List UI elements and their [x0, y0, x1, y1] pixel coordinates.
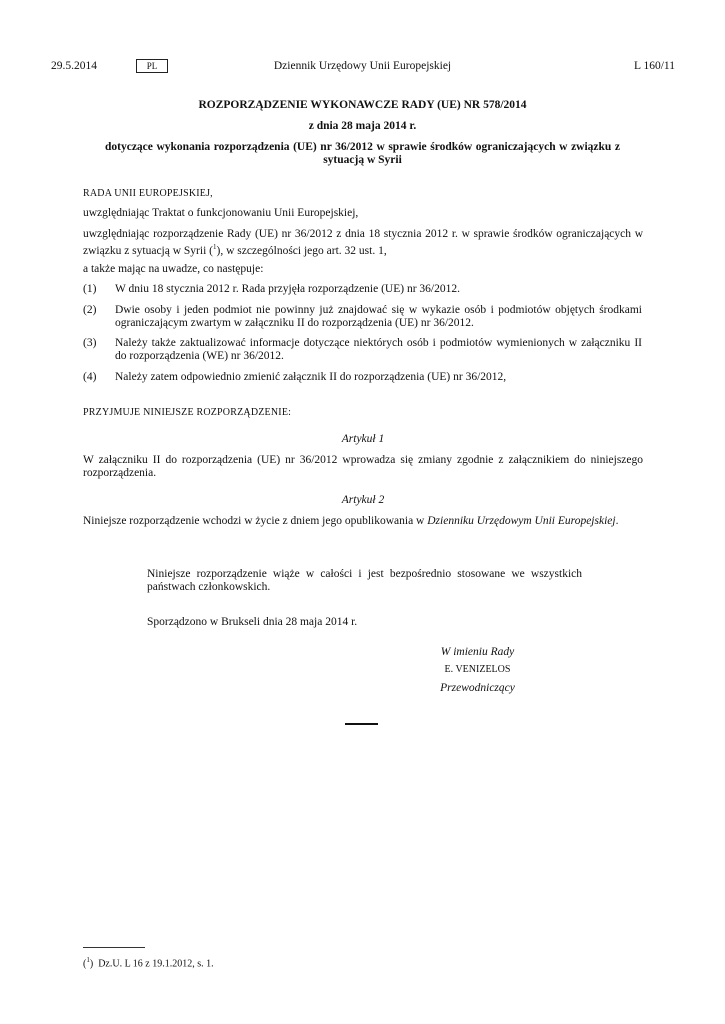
signature-block: [400, 643, 555, 697]
signature-on-behalf: W imieniu Rady: [440, 646, 515, 658]
article-2-text: Niniejsze rozporządzenie wchodzi w życie z dniem jego opublikowania w Dzienniku Urzędowym Unii Europejskiej.: [83, 515, 619, 527]
regulation-citation: uwzględniając rozporządzenie Rady (UE) nr 36/2012 z dnia 18 stycznia 2012 r. w sprawie środków ograniczających w związku z sytuacją w Syrii ($^1$), w szczególności jego art. 32 ust. 1,: [83, 228, 643, 257]
binding-clause: Niniejsze rozporządzenie wiąże w całości i jest bezpośrednio stosowane we wszystkich państwach członkowskich.: [147, 568, 582, 593]
whereas-intro: a także mając na uwadze, co następuje:: [83, 263, 264, 275]
recital-number: (4): [83, 371, 97, 383]
signatory-role: Przewodniczący: [440, 682, 515, 694]
article-1-text: W załączniku II do rozporządzenia (UE) nr 36/2012 wprowadza się zmiany zgodnie z załącznikiem do niniejszego rozporządzenia.: [83, 454, 643, 479]
recital-number: (1): [83, 283, 97, 295]
recital-text: Należy zatem odpowiednio zmienić załącznik II do rozporządzenia (UE) nr 36/2012,: [115, 371, 507, 383]
recital-text: Należy także zaktualizować informacje dotyczące niektórych osób i podmiotów wymienionych w załączniku II do rozporządzenia (WE) nr 36/2012.: [115, 337, 642, 362]
header-date: 29.5.2014: [51, 60, 97, 72]
regulation-subject: dotyczące wykonania rozporządzenia (UE) nr 36/2012 w sprawie środków ograniczających w związku z sytuacją w Syrii: [105, 141, 620, 166]
article-2-title: Artykuł 2: [341, 494, 385, 506]
enacting-formula: PRZYJMUJE NINIEJSZE ROZPORZĄDZENIE:: [83, 407, 292, 418]
recital-number: (3): [83, 337, 97, 349]
article-1-title: Artykuł 1: [341, 433, 385, 445]
regulation-title: ROZPORZĄDZENIE WYKONAWCZE RADY (UE) NR 578/2014: [198, 99, 527, 111]
recital-number: (2): [83, 304, 97, 316]
signatory-name: E. VENIZELOS: [444, 664, 511, 675]
journal-title: Dziennik Urzędowy Unii Europejskiej: [273, 60, 452, 72]
recital-text: W dniu 18 stycznia 2012 r. Rada przyjęła rozporządzenie (UE) nr 36/2012.: [115, 283, 460, 295]
footnote-ref: 1: [212, 243, 217, 251]
footnote-divider: [83, 947, 145, 948]
page-reference: L 160/11: [634, 60, 675, 72]
regulation-date: z dnia 28 maja 2014 r.: [308, 120, 417, 132]
footnote: ($^1$) Dz.U. L 16 z 19.1.2012, s. 1.: [83, 956, 214, 970]
recital-text: Dwie osoby i jeden podmiot nie powinny już znajdować się w wykazie osób i podmiotów objętych środkami ograniczającym zwartym w załączniku II do rozporządzenia (UE) nr 36/2012.: [115, 304, 642, 329]
language-badge: PL: [136, 59, 168, 73]
council-heading: RADA UNII EUROPEJSKIEJ,: [83, 188, 213, 199]
treaty-citation: uwzględniając Traktat o funkcjonowaniu Unii Europejskiej,: [83, 207, 359, 219]
end-of-document-rule: [345, 723, 378, 725]
done-at: Sporządzono w Brukseli dnia 28 maja 2014 r.: [147, 616, 358, 628]
